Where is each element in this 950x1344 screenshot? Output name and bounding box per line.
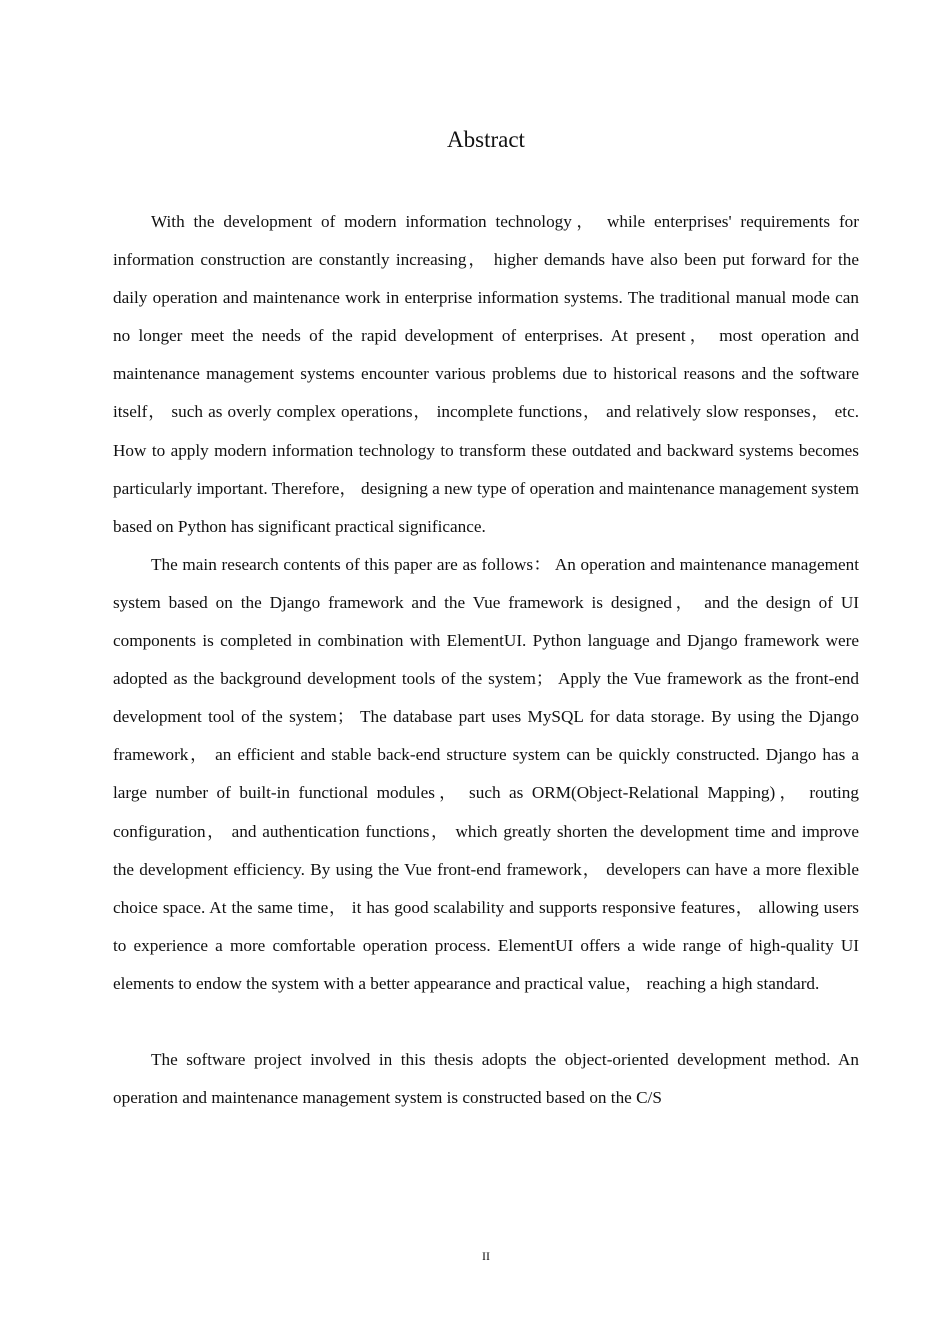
paragraph-spacer <box>113 1003 859 1041</box>
abstract-paragraph-3: The software project involved in this thesis adopts the object-oriented development method. An operation and maintenance management system is constructed based on the C/S <box>113 1049 859 1108</box>
abstract-body <box>113 203 859 1117</box>
abstract-paragraph-1: With the development of modern information technology， while enterprises' requirements for information construction are constantly increasing， higher demands have also been put forward for the daily operation and maintenance work in enterprise information systems. The traditional manual mode can no longer meet the needs of the rapid development of enterprises. At present， most operation and maintenance management systems encounter various problems due to historical reasons and the software itself， such as overly complex operations， incomplete functions， and relatively slow responses， etc. How to apply modern information technology to transform these outdated and backward systems becomes particularly important. Therefore， designing a new type of operation and maintenance management system based on Python has significant practical significance. <box>113 212 859 536</box>
abstract-paragraph-2: The main research contents of this paper are as follows： An operation and maintenance management system based on the Django framework and the Vue framework is designed， and the design of UI components is completed in combination with ElementUI. Python language and Django framework were adopted as the background development tools of the system； Apply the Vue framework as the front-end development tool of the system； The database part uses MySQL for data storage. By using the Django framework， an efficient and stable back-end structure system can be quickly constructed. Django has a large number of built-in functional modules， such as ORM(Object-Relational Mapping)， routing configuration， and authentication functions， which greatly shorten the development time and improve the development efficiency. By using the Vue front-end framework， developers can have a more flexible choice space. At the same time， it has good scalability and supports responsive features， allowing users to experience a more comfortable operation process. ElementUI offers a wide range of high-quality UI elements to endow the system with a better appearance and practical value， reaching a high standard. <box>113 554 859 993</box>
page-title: Abstract <box>447 127 525 152</box>
page-number: II <box>482 1249 490 1263</box>
